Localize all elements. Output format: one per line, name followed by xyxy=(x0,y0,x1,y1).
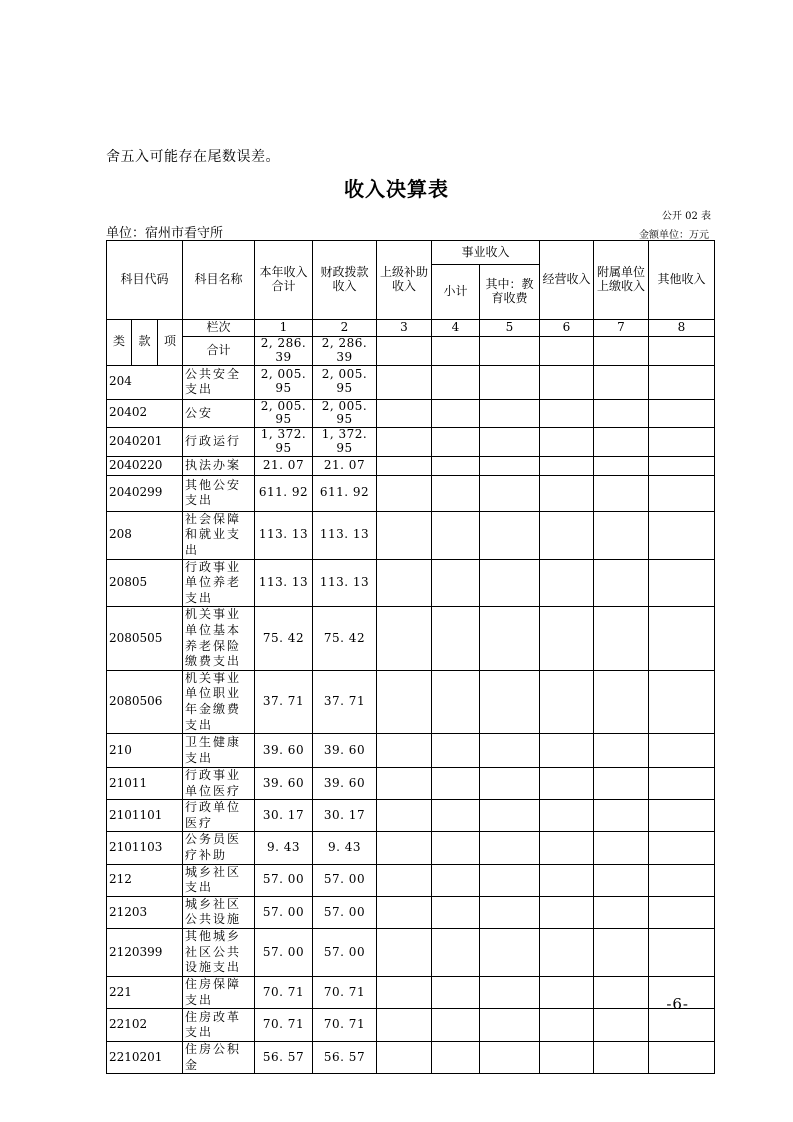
row-value-col1: 113. 13 xyxy=(255,511,313,559)
empty-cell xyxy=(480,670,540,733)
row-name: 行政单位医疗 xyxy=(183,800,255,832)
empty-cell xyxy=(432,734,480,768)
row-value-col2: 30. 17 xyxy=(313,800,377,832)
row-value-col1: 39. 60 xyxy=(255,734,313,768)
table-row xyxy=(107,1042,715,1074)
empty-cell xyxy=(480,734,540,768)
empty-cell xyxy=(594,365,649,399)
header-col3: 上级补助收入 xyxy=(377,241,432,320)
empty-cell xyxy=(649,399,715,428)
row-code: 2040299 xyxy=(107,475,183,511)
row-value-col2: 37. 71 xyxy=(313,670,377,733)
row-name: 城乡社区公共设施 xyxy=(183,896,255,928)
empty-cell xyxy=(649,607,715,670)
empty-cell xyxy=(594,511,649,559)
row-value-col2: 57. 00 xyxy=(313,896,377,928)
empty-cell xyxy=(432,896,480,928)
empty-cell xyxy=(377,800,432,832)
table-row xyxy=(107,1009,715,1042)
row-code: 21011 xyxy=(107,768,183,800)
empty-cell xyxy=(432,670,480,733)
empty-cell xyxy=(540,607,594,670)
table-row xyxy=(107,428,715,457)
row-code: 22102 xyxy=(107,1009,183,1042)
empty-cell xyxy=(594,768,649,800)
row-code: 210 xyxy=(107,734,183,768)
row-value-col2: 113. 13 xyxy=(313,511,377,559)
row-name: 社会保障和就业支出 xyxy=(183,511,255,559)
empty-cell xyxy=(594,734,649,768)
empty-cell xyxy=(540,428,594,457)
empty-cell xyxy=(432,1009,480,1042)
row-value-col2: 611. 92 xyxy=(313,475,377,511)
table-row xyxy=(107,456,715,475)
empty-cell xyxy=(377,1009,432,1042)
empty-cell xyxy=(594,428,649,457)
empty-cell xyxy=(480,896,540,928)
row-value-col2: 9. 43 xyxy=(313,832,377,864)
empty-cell xyxy=(594,475,649,511)
row-name: 公安 xyxy=(183,399,255,428)
row-code: 221 xyxy=(107,977,183,1009)
empty-cell xyxy=(480,511,540,559)
row-value-col1: 2, 005. 95 xyxy=(255,399,313,428)
empty-cell xyxy=(432,800,480,832)
table-row xyxy=(107,670,715,733)
header-n3: 3 xyxy=(377,320,432,337)
empty-cell xyxy=(540,800,594,832)
empty-cell xyxy=(377,365,432,399)
empty-cell xyxy=(594,1042,649,1074)
table-row xyxy=(107,511,715,559)
table-row xyxy=(107,475,715,511)
empty-cell xyxy=(480,977,540,1009)
empty-cell xyxy=(540,832,594,864)
empty-cell xyxy=(649,929,715,977)
empty-cell xyxy=(480,365,540,399)
row-value-col2: 70. 71 xyxy=(313,977,377,1009)
row-value-col1: 70. 71 xyxy=(255,977,313,1009)
empty-cell xyxy=(432,977,480,1009)
header-lei: 类 xyxy=(107,320,132,366)
empty-cell xyxy=(432,399,480,428)
empty-cell xyxy=(649,365,715,399)
empty-cell xyxy=(377,511,432,559)
empty-cell xyxy=(594,977,649,1009)
empty-cell xyxy=(432,607,480,670)
empty-cell xyxy=(377,670,432,733)
form-number: 公开 02 表 xyxy=(661,211,711,222)
empty-cell xyxy=(594,456,649,475)
empty-cell xyxy=(649,559,715,607)
row-code: 2101103 xyxy=(107,832,183,864)
empty-cell xyxy=(432,456,480,475)
empty-cell xyxy=(377,896,432,928)
row-code: 2101101 xyxy=(107,800,183,832)
row-name: 行政事业单位医疗 xyxy=(183,768,255,800)
empty-cell xyxy=(540,670,594,733)
empty-cell xyxy=(432,559,480,607)
page-number: -6- xyxy=(666,995,689,1013)
empty-cell xyxy=(480,399,540,428)
row-name: 行政运行 xyxy=(183,428,255,457)
row-code: 2210201 xyxy=(107,1042,183,1074)
empty-cell xyxy=(377,475,432,511)
empty-cell xyxy=(480,559,540,607)
empty-cell xyxy=(432,428,480,457)
row-value-col1: 113. 13 xyxy=(255,559,313,607)
empty-cell xyxy=(540,768,594,800)
money-unit: 金额单位：万元 xyxy=(639,230,709,241)
header-lanci: 栏次 xyxy=(183,320,255,337)
row-value-col1: 21. 07 xyxy=(255,456,313,475)
total-col1: 2, 286. 39 xyxy=(255,337,313,366)
table-row xyxy=(107,607,715,670)
row-value-col1: 1, 372. 95 xyxy=(255,428,313,457)
empty-cell xyxy=(480,1042,540,1074)
row-value-col2: 57. 00 xyxy=(313,929,377,977)
row-name: 执法办案 xyxy=(183,456,255,475)
empty-cell xyxy=(540,896,594,928)
header-n1: 1 xyxy=(255,320,313,337)
empty-cell xyxy=(480,929,540,977)
row-name: 住房改革支出 xyxy=(183,1009,255,1042)
table-row xyxy=(107,832,715,864)
row-value-col1: 2, 005. 95 xyxy=(255,365,313,399)
empty-cell xyxy=(432,832,480,864)
row-value-col1: 611. 92 xyxy=(255,475,313,511)
empty-cell xyxy=(377,559,432,607)
row-value-col2: 39. 60 xyxy=(313,734,377,768)
table-row xyxy=(107,977,715,1009)
empty-cell xyxy=(432,1042,480,1074)
header-n2: 2 xyxy=(313,320,377,337)
row-name: 卫生健康支出 xyxy=(183,734,255,768)
empty-cell xyxy=(480,607,540,670)
empty-cell xyxy=(649,734,715,768)
row-value-col1: 57. 00 xyxy=(255,896,313,928)
empty-cell xyxy=(649,1042,715,1074)
row-name: 城乡社区支出 xyxy=(183,864,255,896)
table-row xyxy=(107,734,715,768)
header-n4: 4 xyxy=(432,320,480,337)
header-kuan: 款 xyxy=(132,320,158,366)
row-code: 2080506 xyxy=(107,670,183,733)
table-row xyxy=(107,768,715,800)
empty-cell xyxy=(649,456,715,475)
header-xiang: 项 xyxy=(158,320,183,366)
empty-cell xyxy=(377,832,432,864)
empty-cell xyxy=(432,768,480,800)
row-code: 208 xyxy=(107,511,183,559)
row-name: 其他城乡社区公共设施支出 xyxy=(183,929,255,977)
page-title: 收入决算表 xyxy=(344,177,449,201)
row-value-col1: 39. 60 xyxy=(255,768,313,800)
row-code: 212 xyxy=(107,864,183,896)
table-row xyxy=(107,399,715,428)
row-value-col1: 57. 00 xyxy=(255,864,313,896)
empty-cell xyxy=(432,511,480,559)
header-name: 科目名称 xyxy=(183,241,255,320)
row-value-col2: 75. 42 xyxy=(313,607,377,670)
row-name: 住房公积金 xyxy=(183,1042,255,1074)
empty-cell xyxy=(432,365,480,399)
row-value-col2: 2, 005. 95 xyxy=(313,399,377,428)
row-name: 其他公安支出 xyxy=(183,475,255,511)
income-table xyxy=(106,240,715,1074)
header-n7: 7 xyxy=(594,320,649,337)
row-value-col2: 113. 13 xyxy=(313,559,377,607)
empty-cell xyxy=(594,607,649,670)
empty-cell xyxy=(649,428,715,457)
row-code: 20402 xyxy=(107,399,183,428)
empty-cell xyxy=(480,832,540,864)
row-name: 公务员医疗补助 xyxy=(183,832,255,864)
empty-cell xyxy=(649,475,715,511)
empty-cell xyxy=(594,399,649,428)
empty-cell xyxy=(432,864,480,896)
empty-cell xyxy=(377,1042,432,1074)
total-label: 合计 xyxy=(183,337,255,366)
empty-cell xyxy=(540,399,594,428)
total-col2: 2, 286. 39 xyxy=(313,337,377,366)
empty-cell xyxy=(594,896,649,928)
empty-cell xyxy=(377,864,432,896)
empty-cell xyxy=(649,670,715,733)
empty-cell xyxy=(540,559,594,607)
row-name: 机关事业单位基本养老保险缴费支出 xyxy=(183,607,255,670)
empty-cell xyxy=(594,800,649,832)
unit-label: 单位：宿州市看守所 xyxy=(106,226,224,241)
empty-cell xyxy=(594,559,649,607)
empty-cell xyxy=(540,365,594,399)
row-code: 204 xyxy=(107,365,183,399)
row-value-col2: 39. 60 xyxy=(313,768,377,800)
row-name: 机关事业单位职业年金缴费支出 xyxy=(183,670,255,733)
header-col1: 本年收入合计 xyxy=(255,241,313,320)
empty-cell xyxy=(540,456,594,475)
empty-cell xyxy=(540,929,594,977)
empty-cell xyxy=(540,511,594,559)
row-value-col1: 37. 71 xyxy=(255,670,313,733)
empty-cell xyxy=(594,929,649,977)
empty-cell xyxy=(480,768,540,800)
empty-cell xyxy=(377,734,432,768)
empty-cell xyxy=(649,864,715,896)
header-col4: 小计 xyxy=(432,265,480,320)
row-value-col1: 57. 00 xyxy=(255,929,313,977)
row-value-col2: 1, 372. 95 xyxy=(313,428,377,457)
row-name: 住房保障支出 xyxy=(183,977,255,1009)
row-value-col1: 30. 17 xyxy=(255,800,313,832)
row-code: 21203 xyxy=(107,896,183,928)
empty-cell xyxy=(649,800,715,832)
row-value-col1: 70. 71 xyxy=(255,1009,313,1042)
table-row xyxy=(107,896,715,928)
empty-cell xyxy=(540,734,594,768)
header-n8: 8 xyxy=(649,320,715,337)
empty-cell xyxy=(594,832,649,864)
empty-cell xyxy=(377,929,432,977)
empty-cell xyxy=(594,670,649,733)
table-body xyxy=(107,365,715,1074)
empty-cell xyxy=(594,864,649,896)
row-value-col1: 75. 42 xyxy=(255,607,313,670)
table-header xyxy=(107,241,715,366)
empty-cell xyxy=(432,475,480,511)
table-row xyxy=(107,365,715,399)
empty-cell xyxy=(594,1009,649,1042)
header-n6: 6 xyxy=(540,320,594,337)
row-code: 2120399 xyxy=(107,929,183,977)
table-row xyxy=(107,929,715,977)
empty-cell xyxy=(649,511,715,559)
row-name: 行政事业单位养老支出 xyxy=(183,559,255,607)
header-col6: 经营收入 xyxy=(540,241,594,320)
header-code: 科目代码 xyxy=(107,241,183,320)
empty-cell xyxy=(540,475,594,511)
empty-cell xyxy=(377,428,432,457)
empty-cell xyxy=(540,977,594,1009)
empty-cell xyxy=(649,896,715,928)
header-shiye: 事业收入 xyxy=(432,241,540,265)
empty-cell xyxy=(480,428,540,457)
row-code: 2040220 xyxy=(107,456,183,475)
row-code: 2080505 xyxy=(107,607,183,670)
empty-cell xyxy=(480,864,540,896)
header-col8: 其他收入 xyxy=(649,241,715,320)
empty-cell xyxy=(377,977,432,1009)
row-name: 公共安全支出 xyxy=(183,365,255,399)
empty-cell xyxy=(649,768,715,800)
header-col5: 其中：教育收费 xyxy=(480,265,540,320)
row-value-col2: 70. 71 xyxy=(313,1009,377,1042)
empty-cell xyxy=(480,800,540,832)
empty-cell xyxy=(377,607,432,670)
row-value-col2: 2, 005. 95 xyxy=(313,365,377,399)
empty-cell xyxy=(432,929,480,977)
row-code: 20805 xyxy=(107,559,183,607)
empty-cell xyxy=(540,1009,594,1042)
row-value-col2: 21. 07 xyxy=(313,456,377,475)
header-col2: 财政拨款收入 xyxy=(313,241,377,320)
empty-cell xyxy=(377,768,432,800)
empty-cell xyxy=(377,456,432,475)
empty-cell xyxy=(480,475,540,511)
header-col7: 附属单位上缴收入 xyxy=(594,241,649,320)
empty-cell xyxy=(649,832,715,864)
row-code: 2040201 xyxy=(107,428,183,457)
empty-cell xyxy=(377,399,432,428)
table-row xyxy=(107,864,715,896)
empty-cell xyxy=(649,1009,715,1042)
header-n5: 5 xyxy=(480,320,540,337)
row-value-col2: 57. 00 xyxy=(313,864,377,896)
empty-cell xyxy=(480,456,540,475)
empty-cell xyxy=(540,1042,594,1074)
intro-text: 舍五入可能存在尾数误差。 xyxy=(106,149,280,165)
table-row xyxy=(107,559,715,607)
empty-cell xyxy=(540,864,594,896)
table-row xyxy=(107,800,715,832)
row-value-col2: 56. 57 xyxy=(313,1042,377,1074)
row-value-col1: 9. 43 xyxy=(255,832,313,864)
empty-cell xyxy=(480,1009,540,1042)
row-value-col1: 56. 57 xyxy=(255,1042,313,1074)
